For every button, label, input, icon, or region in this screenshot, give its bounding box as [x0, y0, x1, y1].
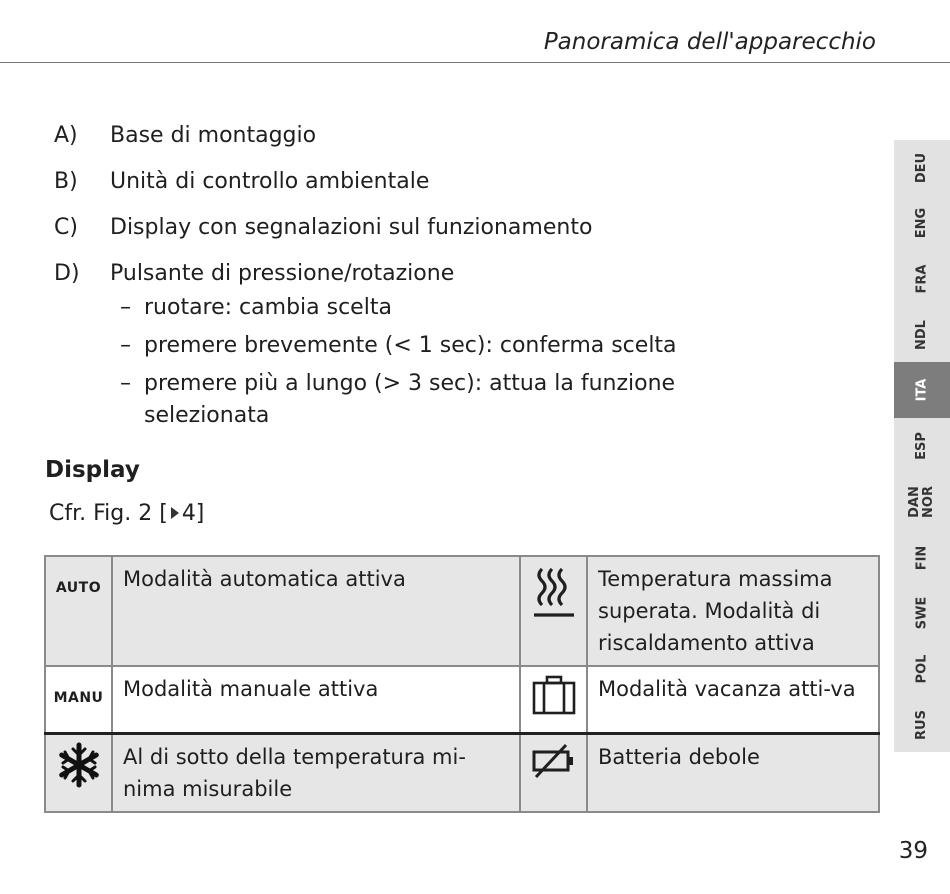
tab-label: RUS — [914, 709, 929, 740]
list-item — [54, 120, 854, 152]
tab-label: ITA — [913, 378, 929, 402]
tab-fra[interactable] — [894, 251, 950, 307]
list-item-text: Unità di controllo ambientale — [110, 169, 430, 194]
dash-bullet: – — [120, 295, 131, 320]
sub-list-item-text: premere brevemente (< 1 sec): conferma scelta — [144, 333, 677, 358]
table-cell-text: Batteria debole — [587, 734, 879, 813]
tab-label: SWE — [914, 596, 929, 630]
table-cell-text: Modalità vacanza atti-va — [587, 666, 879, 734]
auto-mode-icon: AUTO — [55, 580, 102, 596]
tab-pol[interactable] — [894, 641, 950, 697]
sub-list-item-text: ruotare: cambia scelta — [144, 295, 392, 320]
suitcase-icon — [530, 673, 578, 717]
table-row — [45, 734, 879, 813]
list-item — [54, 258, 854, 432]
list-item — [54, 212, 854, 244]
icon-cell — [520, 666, 587, 734]
table-cell-text: Modalità manuale attiva — [112, 666, 520, 734]
figure-reference-page: 4] — [181, 501, 205, 526]
header-divider — [0, 62, 950, 63]
sub-list-item — [120, 330, 854, 362]
list-item-letter: A) — [54, 123, 78, 148]
tab-dan-nor[interactable] — [894, 474, 950, 530]
list-item-text: Base di montaggio — [110, 123, 317, 148]
dash-bullet: – — [120, 371, 131, 396]
table-cell-text: Modalità automatica attiva — [112, 556, 520, 666]
tab-label: DAN NOR — [907, 486, 936, 518]
component-list — [54, 120, 854, 446]
dash-bullet: – — [120, 333, 131, 358]
icon-cell — [45, 556, 112, 666]
icon-cell — [45, 666, 112, 734]
icon-cell — [520, 734, 587, 813]
page-number: 39 — [898, 838, 928, 864]
page-header-title: Panoramica dell'apparecchio — [543, 29, 876, 55]
sub-list-item — [120, 292, 854, 324]
tab-label: ESP — [914, 432, 929, 460]
list-item-letter: B) — [54, 169, 78, 194]
tab-esp[interactable] — [894, 418, 950, 474]
page-pointer-icon — [171, 507, 179, 519]
icon-cell — [45, 734, 112, 813]
figure-reference-text: Cfr. Fig. 2 [ — [49, 501, 168, 526]
list-item-letter: D) — [54, 261, 80, 286]
list-item-text: Pulsante di pressione/rotazione — [110, 261, 455, 286]
tab-label: FRA — [913, 264, 929, 294]
table-cell-text: Al di sotto della temperatura mi-nima misurabile — [112, 734, 520, 813]
table-row — [45, 666, 879, 734]
tab-label: POL — [914, 654, 929, 684]
tab-fin[interactable] — [894, 530, 950, 585]
sub-list — [120, 292, 854, 432]
tab-ndl[interactable] — [894, 307, 950, 362]
tab-deu[interactable] — [894, 140, 950, 195]
table-cell-text: Temperatura massima superata. Modalità di riscaldamento attiva — [587, 556, 879, 666]
tab-rus[interactable] — [894, 697, 950, 752]
sub-list-item-text: premere più a lungo (> 3 sec): attua la funzione selezionata — [144, 371, 676, 428]
heating-icon — [530, 563, 578, 621]
table-row — [45, 556, 879, 666]
low-battery-icon — [530, 741, 578, 781]
tab-label: DEU — [913, 152, 929, 183]
figure-reference — [49, 501, 204, 526]
tab-label: ENG — [914, 207, 929, 239]
snowflake-icon — [55, 741, 103, 789]
manual-mode-icon: MANU — [53, 690, 104, 706]
list-item-text: Display con segnalazioni sul funzionamento — [110, 215, 593, 240]
language-tabs — [894, 140, 950, 752]
display-symbols-table — [44, 555, 880, 813]
tab-swe[interactable] — [894, 585, 950, 641]
list-item-letter: C) — [54, 215, 78, 240]
display-heading: Display — [45, 457, 140, 483]
list-item — [54, 166, 854, 198]
tab-eng[interactable] — [894, 195, 950, 251]
tab-ita[interactable] — [894, 362, 950, 418]
sub-list-item — [120, 368, 854, 432]
tab-label: FIN — [913, 545, 929, 570]
icon-cell — [520, 556, 587, 666]
tab-label: NDL — [914, 319, 929, 350]
